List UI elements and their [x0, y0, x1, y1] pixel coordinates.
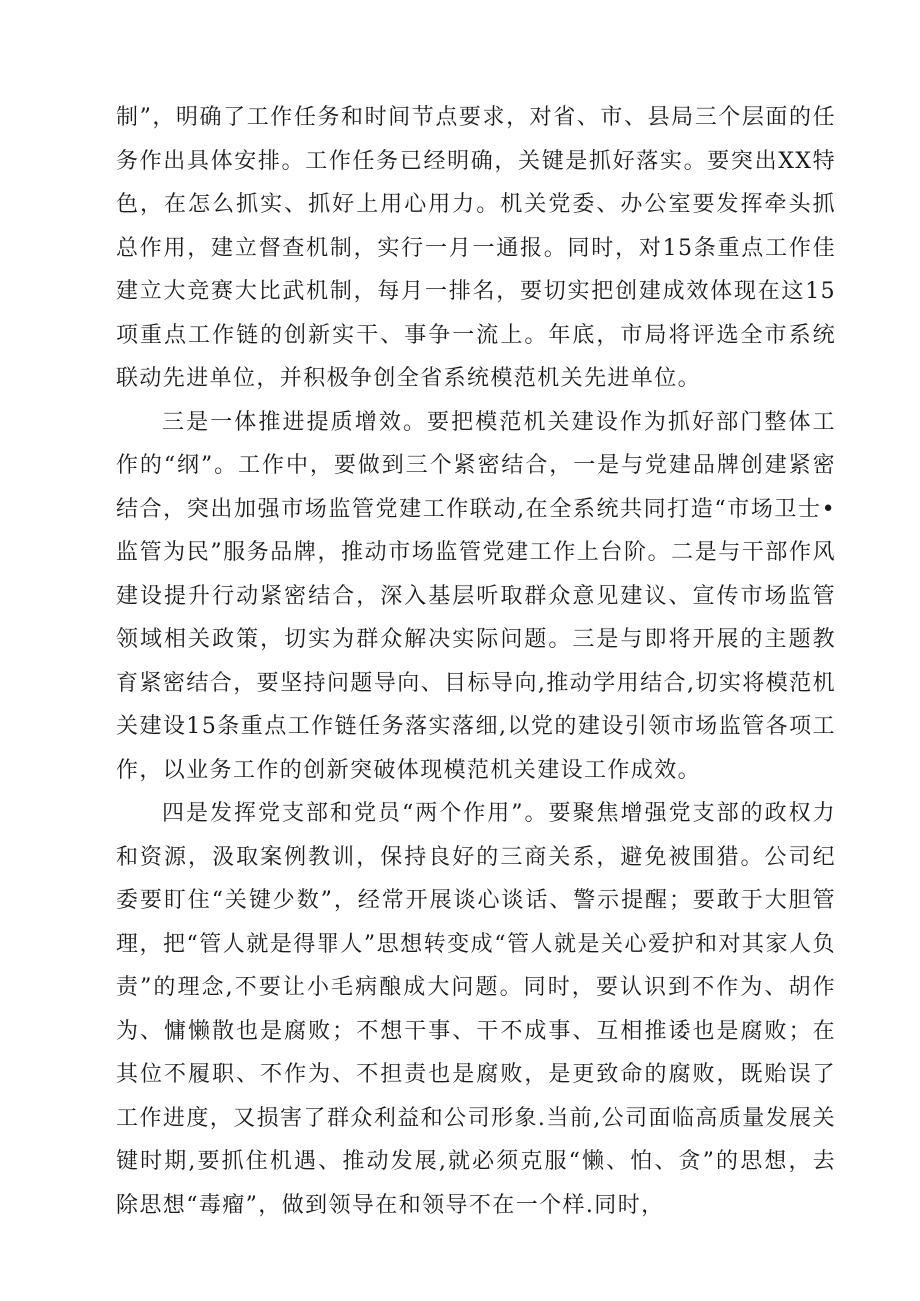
paragraph-point-four: 四是发挥党支部和党员“两个作用”。要聚焦增强党支部的政权力和资源，汲取案例教训，保持良好的三商关系，避免被围猎。公司纪委要盯住“关键少数”，经常开展谈心谈话、警示提醒；要敢于大胆管理，把“管人就是得罪人”思想转变成“管人就是关心爱护和对其家人负责”的理念,不要让小毛病酿成大问题。同时，要认识到不作为、胡作为、慵懒散也是腐败；不想干事、干不成事、互相推诿也是腐败；在其位不履职、不作为、不担责也是腐败，是更致命的腐败，既贻误了工作进度，又损害了群众利益和公司形象.当前,公司面临高质量发展关键时期,要抓住机遇、推动发展,就必须克服“懒、怕、贪”的思想，去除思想“毒瘤”，做到领导在和领导不在一个样.同时， [116, 801, 836, 1218]
paragraph-point-three: 三是一体推进提质增效。要把模范机关建设作为抓好部门整体工作的“纲”。工作中，要做到三个紧密结合，一是与党建品牌创建紧密结合，突出加强市场监管党建工作联动,在全系统共同打造“市场卫士•监管为民”服务品牌，推动市场监管党建工作上台阶。二是与干部作风建设提升行动紧密结合，深入基层听取群众意见建议、宣传市场监管领域相关政策，切实为群众解决实际问题。三是与即将开展的主题教育紧密结合，要坚持问题导向、目标导向,推动学用结合,切实将模范机关建设15条重点工作链任务落实落细,以党的建设引领市场监管各项工作，以业务工作的创新突破体现模范机关建设工作成效。 [116, 409, 836, 783]
document-body [116, 96, 836, 1227]
paragraph-continuation: 制”，明确了工作任务和时间节点要求，对省、市、县局三个层面的任务作出具体安排。工作任务已经明确，关键是抓好落实。要突出XX特色，在怎么抓实、抓好上用心用力。机关党委、办公室要发挥牵头抓总作用，建立督查机制，实行一月一通报。同时，对15条重点工作佳建立大竞赛大比武机制，每月一排名，要切实把创建成效体现在这15项重点工作链的创新实干、事争一流上。年底，市局将评选全市系统联动先进单位，并积极争创全省系统模范机关先进单位。 [116, 105, 836, 391]
